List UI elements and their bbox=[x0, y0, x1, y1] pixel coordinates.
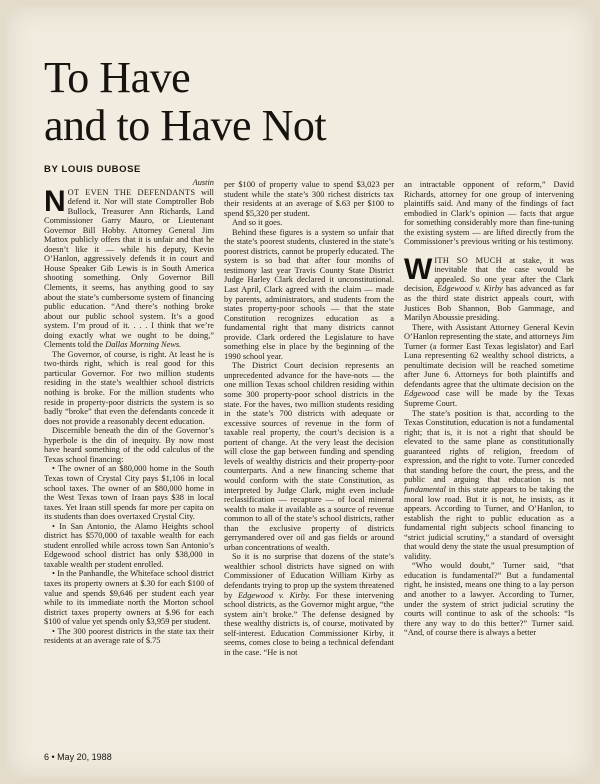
paragraph: So it is no surprise that dozens of the state’s wealthier school districts have signed on with Commissioner of Education William Kirby as defendants trying to prop up the system threatened by Edgewood v. Kirby. For these intervening school districts, as the Governor might argue, “the system ain’t broke.” The defense designed by these wealthy districts is, of course, motivated by self-interest. Education Commissioner Kirby, it seems, comes close to being a technical defendant in the case. “He is not bbox=[224, 552, 394, 657]
paragraph: The Governor, of course, is right. At least he is two-thirds right, which is real good for this particular Governor. For two million students residing in the state’s wealthier school districts nothing is broke. For the million students who reside in property-poor districts the system is so badly “broke” that even the defendants concede it does not provide a reasonably decent education. bbox=[44, 349, 214, 426]
lead-in: OT EVEN THE DEFENDANTS bbox=[67, 187, 196, 197]
case-name: Edgewood v. Kirby bbox=[437, 284, 503, 294]
paragraph: There, with Assistant Attorney General Kevin O’Hanlon representing the state, and attorneys Jim Turner (a former East Texas legislator) and Earl Luna representing 62 wealthy school districts, a penultimate decision will be reached sometime after June 6. Attorneys for both plaintiffs and defendants agree that the ultimate decision on the Edgewood case will be made by the Texas Supreme Court. bbox=[404, 322, 574, 409]
paragraph: The District Court decision represents an unprecedented advance for the have-nots — the one million Texas school children residing within some 300 property-poor school districts in the state. For the haves, two million students residing in the state’s 700 districts with adequate or excessive sources of revenue in the form of taxable real property, the court’s decision is a portent of change. At the very least the decision will close the gap between funding and spending levels of wealthy districts and their property-poor counterparts. And a new financing scheme that would conform with the state Constitution, as interpreted by Judge Clark, might even include reclassification — recapture — of local mineral wealth to make it available as a source of revenue common to all of the state’s school districts, rather than the exclusive property of districts gerrymandered over oil and gas fields or around urban concentrations of wealth. bbox=[224, 361, 394, 552]
paragraph: Behind these figures is a system so unfair that the state’s poorest students, clustered in the state’s poorest districts, cannot be properly educated. The system is so bad that after four months of testimony last year Travis County State District Judge Harley Clark declared it unconstitutional. Last April, Clark agreed with the claim — made by parents, administrators, and students from the states property-poor schools — that the state Constitution recognizes education as a fundamental right that many districts cannot provide. Clark ordered the Legislature to have something else in place by the beginning of the 1990 school year. bbox=[224, 227, 394, 361]
drop-cap: W bbox=[404, 252, 433, 286]
paragraph: an intractable opponent of reform,” David Richards, attorney for one group of intervening plaintiffs said. And many of the findings of fact embodied in Clark’s opinion — facts that argue for something considerably more than fine-tuning the existing system — are lifted directly from the Commissioner’s previous writing or his testimony. bbox=[404, 180, 574, 247]
paragraph: The state’s position is that, according to the Texas Constitution, education is not a fundamental right; that is, it is not a right that should be elevated to the same plane as constitutionally guaranteed rights of religion, freedom of expression, and the right to vote. Turner conceded that standing before the court, the press, and the public and arguing that education is not fundamental in this state appears to be taking the moral low road. But it is not, he insists, as it appears. According to Turner, and O’Hanlon, to establish the right to public education as a fundamental right subjects school financing to “strict judicial scrutiny,” a standard of oversight that would deny the state the usual presumption of validity. bbox=[404, 408, 574, 561]
byline: BY LOUIS DUBOSE bbox=[44, 164, 141, 175]
bullet-paragraph: • In the Panhandle, the Whiteface school district taxes its property owners at $.30 for each $100 of value and spends $9,646 per student each year while to its immediate north the Morton school district taxes property owners at $.96 for each $100 of value yet spends only $3,959 per student. bbox=[44, 569, 214, 627]
bullet-paragraph: • In San Antonio, the Alamo Heights school district has $570,000 of taxable wealth for each student enrolled while across town San Antonio’s Edgewood school district has only $38,000 in taxable wealth per student enrolled. bbox=[44, 521, 214, 569]
paragraph: per $100 of property value to spend $3,023 per student while the state’s 300 richest districts tax their residents at an average of $.63 per $100 to spend $5,320 per student. bbox=[224, 180, 394, 218]
paragraph: And so it goes. bbox=[232, 218, 283, 228]
title-line-2: and to Have Not bbox=[44, 101, 327, 150]
article-title bbox=[44, 54, 424, 150]
title-line-1: To Have bbox=[44, 53, 191, 102]
magazine-page bbox=[6, 6, 594, 778]
lead-paragraph: NOT EVEN THE DEFENDANTS will defend it. Nor will state Comptroller Bob Bullock, Treasurer Ann Richards, Land Commissioner Garry Mauro, or Lieutenant Governor Bill Hobby. Attorney General Jim Mattox publicly offers that it is unfair and that he doesn’t like it — while his deputy, Kevin O’Hanlon, aggressively defends it in court and House Speaker Gib Lewis is in South America shooting something. Only Governor Bill Clements, it seems, has anything good to say about the state’s cumbersome system of financing public education. “And there’s nothing broke about our public school system. It’s a good system. I’m proud of it. . . . I think that we’re doing exactly what we ought to be doing,” Clements told the Dallas Morning News. bbox=[44, 184, 214, 350]
column-2 bbox=[224, 180, 394, 753]
dateline: Austin bbox=[192, 178, 214, 187]
lead-in: ITH SO MUCH bbox=[434, 255, 502, 265]
section-lead-paragraph: WITH SO MUCH at stake, it was inevitable that the case would be appealed. So one year after the Clark decision, Edgewood v. Kirby has advanced as far as the third state district appeals court, with Justices Bob Shannon, Bob Gammage, and Marilyn Aboussie presiding. bbox=[404, 252, 574, 323]
case-name: Edgewood v. Kirby. bbox=[237, 590, 311, 600]
bullet-paragraph: • The owner of an $80,000 home in the South Texas town of Crystal City pays $1,106 in local school taxes. The owner of an $80,000 home in the West Texas town of Iraan pays $38 in local taxes. Yet Iraan still spends far more per capita on its students than does overtaxed Crystal City. bbox=[44, 464, 214, 522]
paragraph: “Who would doubt,” Turner said, “that education is fundamental?” But a fundamental right, he insisted, means one thing to a lay person and another to a lawyer. According to Turner, under the system of strict judicial scrutiny the courts will continue to ask of the schools: “Is there any way to do this better?” Turner said. “And, of course there is always a better bbox=[404, 561, 574, 638]
column-1 bbox=[44, 178, 214, 751]
drop-cap: N bbox=[44, 184, 66, 218]
emphasis: fundamental bbox=[404, 484, 446, 494]
case-name: Edgewood bbox=[404, 389, 440, 399]
paragraph: Discernible beneath the din of the Governor’s hyperbole is the din of inequity. By now most have heard something of the odd calculus of the Texas school financing: bbox=[44, 426, 214, 464]
column-3 bbox=[404, 180, 574, 753]
bullet-paragraph: • The 300 poorest districts in the state tax their residents at an average rate of $.75 bbox=[44, 626, 214, 646]
source-name: Dallas Morning News. bbox=[105, 340, 182, 350]
page-footer: 6 • May 20, 1988 bbox=[44, 752, 112, 762]
